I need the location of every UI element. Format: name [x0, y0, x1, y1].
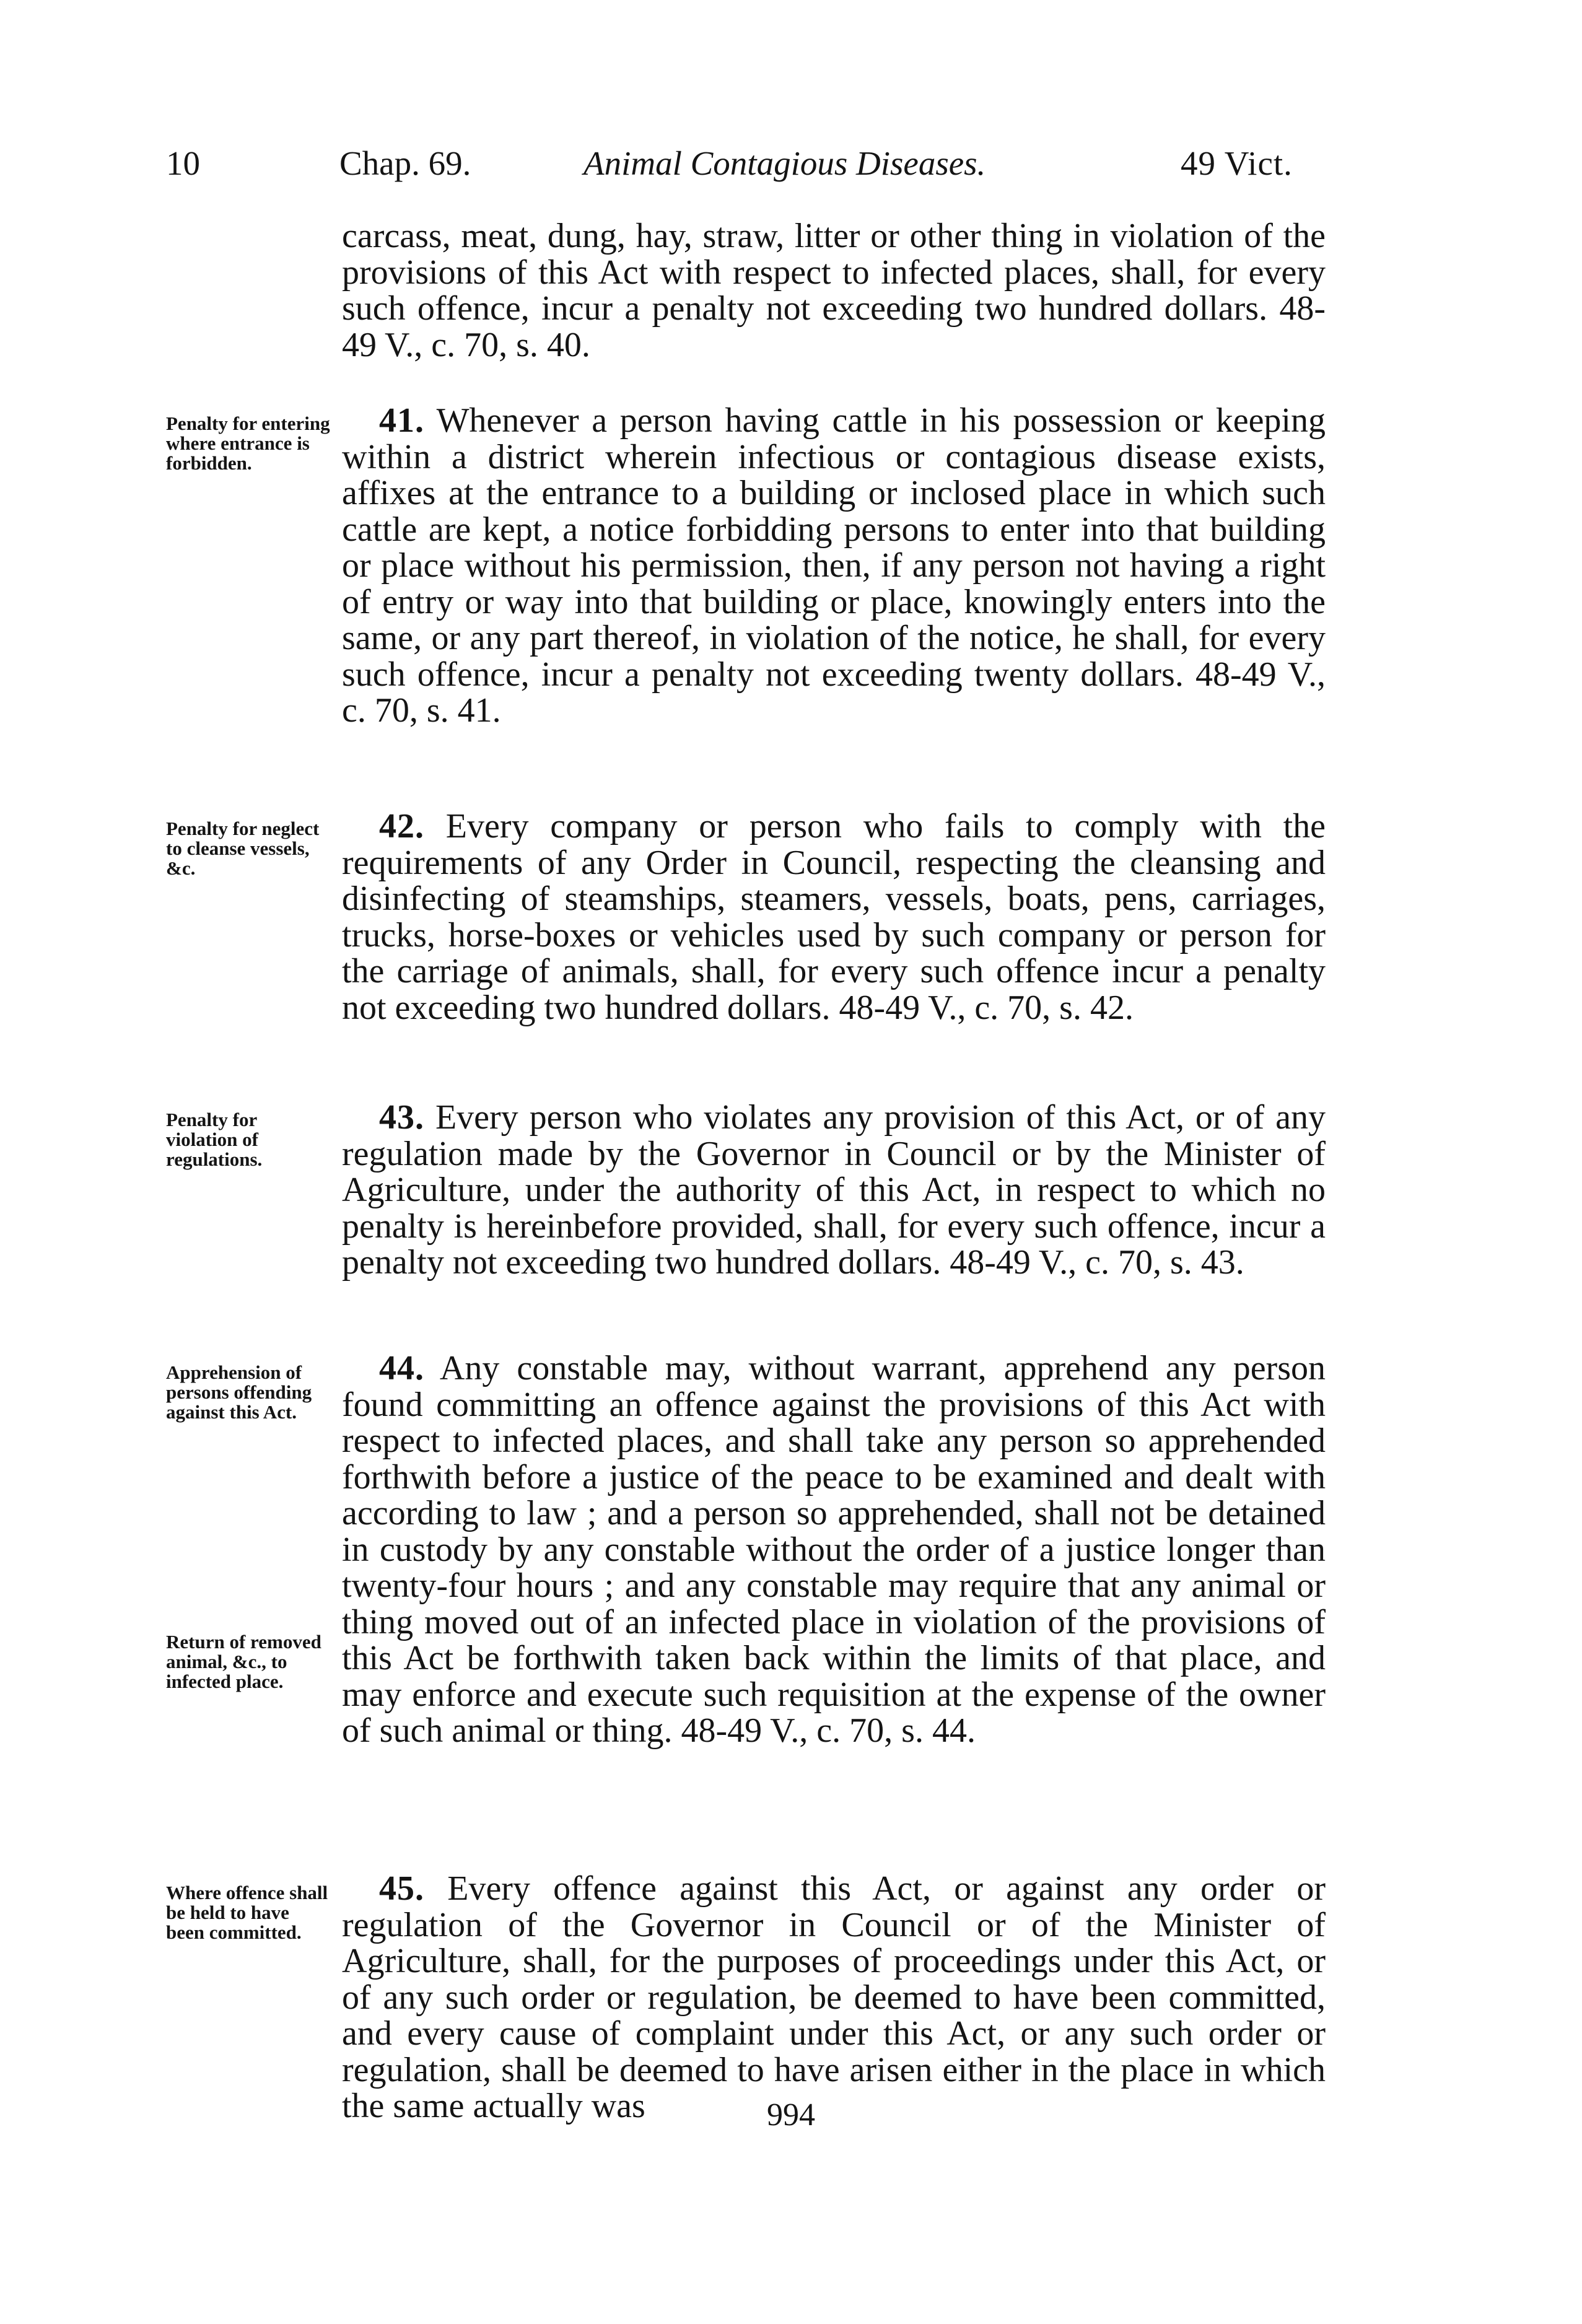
section-text: Every company or person who fails to comply with the requirements of any Order in Council, respecting the cleansing and disinfecting of steamships, steamers, vessels, boats, pens, carriages, trucks, horse-boxes or vehicles used by such company or person for the carriage of animals, shall, for every such offence incur a penalty not exceeding two hundred dollars. 48-49 V., c. 70, s. 42. — [342, 807, 1326, 1027]
section-text: Every offence against this Act, or against any order or regulation of the Governor in Council or of the Minister of Agriculture, shall, for the purposes of proceedings under this Act, or of any such order or regulation, be deemed to have been committed, and every cause of complaint under this Act, or any such order or regulation, shall be deemed to have arisen either in the place in which the same actually was — [342, 1869, 1326, 2125]
section-number: 44. — [379, 1349, 424, 1387]
section-41 — [342, 403, 1326, 729]
marginal-note: Return of removed animal, &c., to infected place. — [166, 1631, 321, 1692]
section-text: Any constable may, without warrant, apprehend any person found committing an offence against the provisions of this Act with respect to infected places, and shall take any person so apprehended forthwith before a justice of the peace to be examined and dealt with according to law ; and a person so apprehended, shall not be detained in custody by any constable without the order of a justice longer than twenty-four hours ; and any constable may require that any animal or thing moved out of an infected place in violation of the provisions of this Act be forthwith taken back within the limits of that place, and may enforce and execute such requisition at the expense of the owner of such animal or thing. 48-49 V., c. 70, s. 44. — [342, 1349, 1326, 1750]
chapter-label: Chap. 69. — [339, 144, 471, 182]
marginal-note: Penalty for violation of regulations. — [166, 1109, 263, 1170]
continuation-paragraph — [342, 218, 1326, 363]
section-text: Every person who violates any provision of this Act, or of any regulation made by the Governor in Council or by the Minister of Agriculture, under the authority of this Act, in respect to which no penalty is hereinbefore provided, shall, for every such offence, incur a penalty not exceeding two hundred dollars. 48-49 V., c. 70, s. 43. — [342, 1098, 1326, 1282]
marginal-note: Apprehension of persons offending against this Act. — [166, 1361, 312, 1423]
section-text: Whenever a person having cattle in his possession or keeping within a district wherein infectious or contagious disease exists, affixes at the entrance to a building or inclosed place in which such cattle are kept, a notice forbidding persons to enter into that building or place without his permission, then, if any person not having a right of entry or way into that building or place, knowingly enters into the same, or any part thereof, in violation of the notice, he shall, for every such offence, incur a penalty not exceeding twenty dollars. 48-49 V., c. 70, s. 41. — [342, 401, 1326, 730]
marginal-note: Penalty for neglect to cleanse vessels, &c. — [166, 818, 320, 879]
section-42 — [342, 808, 1326, 1026]
section-45 — [342, 1871, 1326, 2125]
section-number: 42. — [379, 807, 424, 845]
folio-number: 994 — [767, 2097, 815, 2133]
section-number: 41. — [379, 401, 424, 440]
paragraph-text: carcass, meat, dung, hay, straw, litter or other thing in violation of the provisions of this Act with respect to infected places, shall, for every such offence, incur a penalty not exceeding two hundred dollars. 48-49 V., c. 70, s. 40. — [342, 217, 1326, 364]
running-header — [0, 144, 1582, 193]
section-number: 43. — [379, 1098, 424, 1137]
marginal-note: Penalty for entering where entrance is forbidden. — [166, 413, 330, 474]
page-number: 10 — [166, 144, 200, 182]
section-44 — [342, 1350, 1326, 1749]
marginal-note: Where offence shall be held to have been committed. — [166, 1882, 328, 1943]
section-43 — [342, 1099, 1326, 1281]
regnal-year: 49 Vict. — [1181, 144, 1293, 182]
section-number: 45. — [379, 1869, 424, 1908]
running-title: Animal Contagious Diseases. — [583, 144, 986, 182]
